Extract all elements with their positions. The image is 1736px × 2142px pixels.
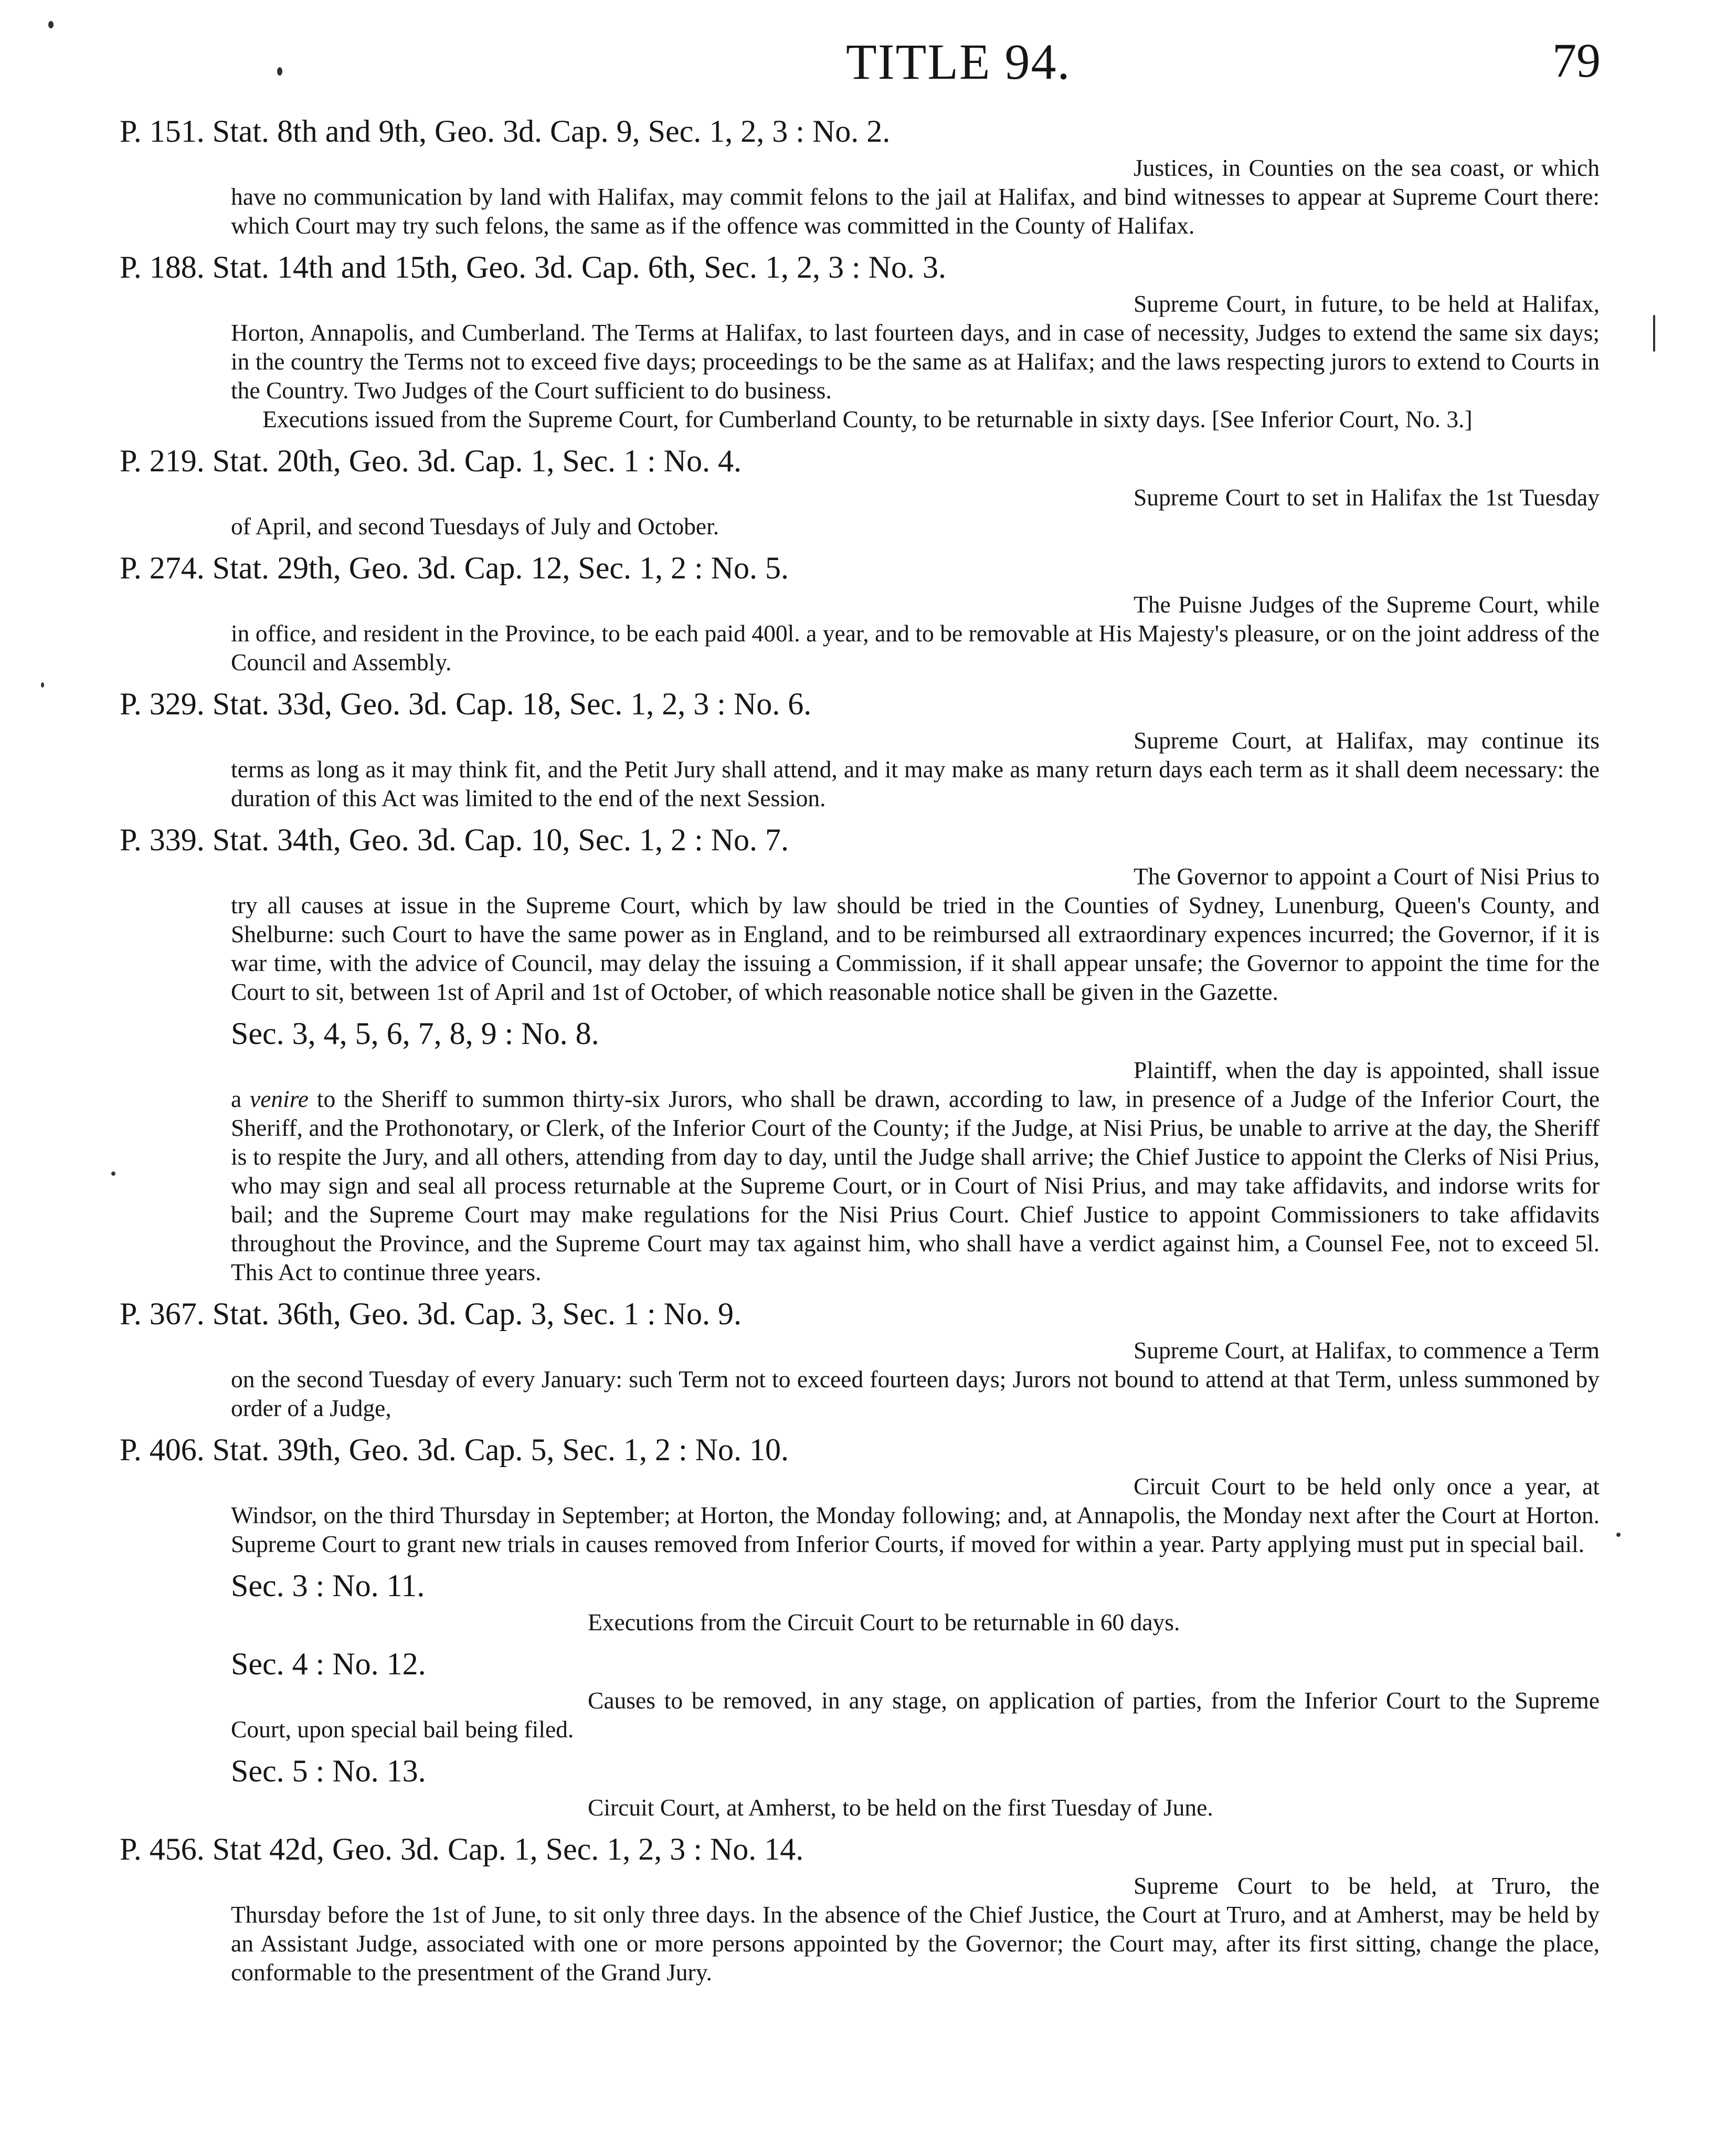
entry-heading: P. 329. Stat. 33d, Geo. 3d. Cap. 18, Sec. 1, 2, 3 : No. 6.	[120, 687, 812, 721]
page-number: 79	[1552, 34, 1601, 87]
entry-heading: Sec. 5 : No. 13.	[231, 1754, 426, 1788]
entry-heading: Sec. 3, 4, 5, 6, 7, 8, 9 : No. 8.	[231, 1016, 599, 1051]
entry-text: Executions from the Circuit Court to be returnable in 60 days.	[588, 1609, 1180, 1635]
entry-text: Supreme Court, at Halifax, may continue its terms as long as it may think fit, and the Petit Jury shall attend, and it may make as many return days each term as it shall deem necessary: the duration of this Act was limited to the end of the next Session.	[231, 727, 1600, 811]
page-title: TITLE 94.	[846, 34, 1071, 90]
entry-text	[120, 1056, 1600, 1286]
entry-no-6	[120, 682, 1600, 813]
entry-heading: P. 367. Stat. 36th, Geo. 3d. Cap. 3, Sec. 1 : No. 9.	[120, 1296, 742, 1331]
entry-no-2	[120, 109, 1600, 240]
entry-heading: P. 274. Stat. 29th, Geo. 3d. Cap. 12, Sec. 1, 2 : No. 5.	[120, 551, 789, 585]
entry-text: The Puisne Judges of the Supreme Court, while in office, and resident in the Province, to be each paid 400l. a year, and to be removable at His Majesty's pleasure, or on the joint address of the Council and Assembly.	[231, 591, 1600, 676]
print-speck	[1653, 315, 1655, 352]
entry-text: Justices, in Counties on the sea coast, or which have no communication by land with Halifax, may commit felons to the jail at Halifax, and bind witnesses to appear at Supreme Court there: which Court may try such felons, the same as if the offence was committed in the County of Halifax.	[231, 154, 1600, 239]
entry-text: Supreme Court to set in Halifax the 1st Tuesday of April, and second Tuesdays of July and October.	[231, 484, 1600, 540]
document-body	[120, 109, 1600, 1992]
entry-heading: Sec. 3 : No. 11.	[231, 1568, 425, 1603]
entry-no-5	[120, 546, 1600, 677]
entry-no-8	[120, 1011, 1600, 1286]
entry-no-3	[120, 245, 1600, 434]
entry-text: Supreme Court, in future, to be held at Halifax, Horton, Annapolis, and Cumberland. The Terms at Halifax, to last fourteen days, and in case of necessity, Judges to extend the same six days; in the country the Terms not to exceed five days; proceedings to be the same as at Halifax; and the laws respecting jurors to extend to Courts in the Country. Two Judges of the Court sufficient to do business.	[231, 290, 1600, 404]
print-speck	[41, 682, 44, 688]
page-header	[0, 33, 1736, 101]
entry-heading: P. 188. Stat. 14th and 15th, Geo. 3d. Cap. 6th, Sec. 1, 2, 3 : No. 3.	[120, 250, 946, 284]
print-speck	[1616, 1533, 1621, 1537]
entry-no-9	[120, 1292, 1600, 1422]
print-speck	[48, 21, 54, 28]
entry-no-11	[120, 1564, 1600, 1637]
entry-no-10	[120, 1428, 1600, 1558]
entry-heading: Sec. 4 : No. 12.	[231, 1647, 426, 1681]
entry-text-before: Plaintiff, when the day is appointed, shall issue a	[231, 1057, 1600, 1112]
entry-note: Executions issued from the Supreme Court, for Cumberland County, to be returnable in sixty days. [See Inferior Court, No. 3.]	[262, 406, 1473, 432]
entry-text-after: to the Sheriff to summon thirty-six Jurors, who shall be drawn, according to law, in presence of a Judge of the Inferior Court, the Sheriff, and the Prothonotary, or Clerk, of the Inferior Court of the County; if the Judge, at Nisi Prius, be unable to arrive at the day, the Sheriff is to respite the Jury, and all others, attending from day to day, until the Judge shall arrive; the Chief Justice to appoint the Clerks of Nisi Prius, who may sign and seal all process returnable at the Supreme Court, or in Court of Nisi Prius, and may take affidavits, and indorse writs for bail; and the Supreme Court may make regulations for the Nisi Prius Court. Chief Justice to appoint Commissioners to take affidavits throughout the Province, and the Supreme Court may tax against him, who shall have a verdict against him, a Counsel Fee, not to exceed 5l. This Act to continue three years.	[231, 1085, 1600, 1285]
entry-heading: P. 406. Stat. 39th, Geo. 3d. Cap. 5, Sec. 1, 2 : No. 10.	[120, 1432, 789, 1467]
entry-text: Causes to be removed, in any stage, on application of parties, from the Inferior Court to the Supreme Court, upon special bail being filed.	[231, 1687, 1600, 1743]
entry-heading: P. 339. Stat. 34th, Geo. 3d. Cap. 10, Sec. 1, 2 : No. 7.	[120, 822, 789, 857]
entry-heading: P. 151. Stat. 8th and 9th, Geo. 3d. Cap. 9, Sec. 1, 2, 3 : No. 2.	[120, 114, 891, 149]
entry-text: Circuit Court to be held only once a year, at Windsor, on the third Thursday in September; at Horton, the Monday following; and, at Annapolis, the Monday next after the Court at Horton. Supreme Court to grant new trials in causes removed from Inferior Courts, if moved for within a year. Party applying must put in special bail.	[231, 1473, 1600, 1557]
entry-no-13	[120, 1749, 1600, 1822]
entry-text: Supreme Court to be held, at Truro, the Thursday before the 1st of June, to sit only three days. In the absence of the Chief Justice, the Court at Truro, and at Amherst, may be held by an Assistant Judge, associated with one or more persons appointed by the Governor; the Court may, after its first sitting, change the place, conformable to the presentment of the Grand Jury.	[231, 1872, 1600, 1986]
entry-no-7	[120, 818, 1600, 1006]
entry-no-14	[120, 1827, 1600, 1987]
print-speck	[277, 67, 282, 76]
entry-no-12	[120, 1642, 1600, 1744]
entry-text-italic: venire	[250, 1085, 309, 1112]
entry-text: Supreme Court, at Halifax, to commence a Term on the second Tuesday of every January: such Term not to exceed fourteen days; Jurors not bound to attend at that Term, unless summoned by order of a Judge,	[231, 1337, 1600, 1421]
entry-heading: P. 456. Stat 42d, Geo. 3d. Cap. 1, Sec. 1, 2, 3 : No. 14.	[120, 1832, 804, 1866]
entry-no-4	[120, 439, 1600, 541]
entry-text: Circuit Court, at Amherst, to be held on the first Tuesday of June.	[588, 1794, 1213, 1821]
print-speck	[111, 1172, 115, 1176]
entry-heading: P. 219. Stat. 20th, Geo. 3d. Cap. 1, Sec. 1 : No. 4.	[120, 444, 742, 478]
entry-text: The Governor to appoint a Court of Nisi Prius to try all causes at issue in the Supreme Court, which by law should be tried in the Counties of Sydney, Lunenburg, Queen's County, and Shelburne: such Court to have the same power as in England, and to be reimbursed all extraordinary expences incurred; the Governor, if it is war time, with the advice of Council, may delay the issuing a Commission, if it shall appear unsafe; the Governor to appoint the time for the Court to sit, between 1st of April and 1st of October, of which reasonable notice shall be given in the Gazette.	[231, 863, 1600, 1005]
